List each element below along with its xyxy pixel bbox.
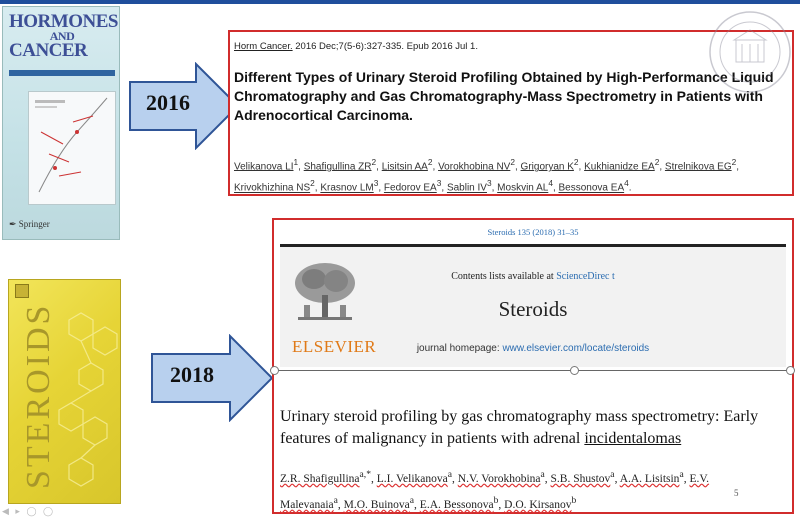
author-affiliation: 2 xyxy=(573,157,579,167)
author-name: M.O. Buinova xyxy=(343,498,410,511)
hormones-and-cancer-cover xyxy=(2,6,120,240)
homepage-link[interactable]: www.elsevier.com/locate/steroids xyxy=(502,343,650,354)
selection-line xyxy=(274,370,792,371)
cover-title-line1: HORMONES xyxy=(9,11,118,32)
author-affiliation: a,* xyxy=(359,469,371,480)
author-affiliation: 4 xyxy=(548,178,553,189)
author-affiliation: 3 xyxy=(436,178,442,189)
author-link[interactable]: Moskvin AL xyxy=(497,182,549,194)
author-affiliation: 2 xyxy=(371,157,377,167)
article-2016-citation: Horm Cancer. 2016 Dec;7(5-6):327-335. Epub 2016 Jul 1. xyxy=(234,41,478,52)
author-affiliation: 3 xyxy=(373,178,379,189)
author-affiliation: a xyxy=(679,469,684,480)
journal-link[interactable]: Horm Cancer. xyxy=(234,41,293,52)
elsevier-small-logo xyxy=(15,284,29,298)
author-affiliation: a xyxy=(333,494,338,506)
journal-header xyxy=(280,244,786,367)
author-name: L.I. Velikanova xyxy=(376,472,448,485)
steroids-cover xyxy=(8,279,121,504)
contents-line: Contents lists available at ScienceDirec t xyxy=(451,271,615,282)
author-name: D.O. Kirsanov xyxy=(504,498,572,511)
sciencedirect-link[interactable]: ScienceDirec t xyxy=(556,271,615,282)
author-affiliation: a xyxy=(409,494,415,506)
resize-handle-left[interactable] xyxy=(270,366,279,375)
author-name: A.A. Lisitsin xyxy=(619,472,680,485)
author-name: E.V. xyxy=(689,472,710,485)
author-link[interactable]: Velikanova LI xyxy=(234,161,294,173)
author-link[interactable]: Lisitsin AA xyxy=(381,161,428,173)
article-2018-authors: Z.R. Shafigullina$^{a,*}$, L.I. Velikanova$^a$, N.V. Vorokhobina$^a$, S.B. Shustov$^a$, A.A. Lisitsin$^a$, E.V. Malevanaia$^a$, M.O. Buinova$^a$, E.A. Bessonova$^b$, D.O. Kirsanov$^b$ xyxy=(280,469,710,511)
top-accent-bar xyxy=(0,0,800,4)
author-link[interactable]: Krasnov LM xyxy=(320,182,374,194)
author-link[interactable]: Shafigullina ZR xyxy=(303,161,372,173)
author-link[interactable]: Strelnikova EG xyxy=(664,161,732,173)
cover-footer-logo xyxy=(83,217,115,231)
cover-band xyxy=(9,70,115,76)
author-link[interactable]: Fedorov EA xyxy=(383,182,437,194)
author-name: S.B. Shustov xyxy=(550,472,611,485)
cover-title-line2: CANCER xyxy=(9,40,88,61)
author-name: N.V. Vorokhobina xyxy=(457,472,541,485)
author-affiliation: 3 xyxy=(486,178,492,189)
author-link[interactable]: Grigoryan K xyxy=(520,161,574,173)
journal-name: Steroids xyxy=(498,297,568,321)
university-seal-icon xyxy=(706,8,794,96)
author-affiliation: a xyxy=(540,469,545,480)
article-2018-title: Urinary steroid profiling by gas chromatography mass spectrometry: Early features of malignancy in patients with adrenal incidentalomas xyxy=(280,408,759,447)
journal-homepage: journal homepage: www.elsevier.com/locate/steroids xyxy=(416,343,650,354)
author-affiliation: 2 xyxy=(510,157,515,167)
author-affiliation: 2 xyxy=(654,157,660,167)
resize-handle-right[interactable] xyxy=(786,366,795,375)
cover-title-and: AND xyxy=(49,29,75,43)
author-affiliation: 1 xyxy=(293,157,299,167)
author-affiliation: 2 xyxy=(731,157,737,167)
steroids-cover-title: STEROIDS xyxy=(20,302,57,489)
author-affiliation: a xyxy=(447,469,453,480)
author-affiliation: b xyxy=(493,494,499,506)
author-affiliation: b xyxy=(571,494,577,506)
article-2018-box xyxy=(272,218,794,514)
resize-handle-middle[interactable] xyxy=(570,366,579,375)
cover-figure xyxy=(28,91,116,205)
author-affiliation: a xyxy=(610,469,615,480)
elsevier-logo: ELSEVIER xyxy=(292,337,377,356)
author-name: Malevanaia xyxy=(280,498,334,511)
author-name: E.A. Bessonova xyxy=(419,498,494,511)
author-affiliation: 2 xyxy=(427,157,433,167)
author-name: Z.R. Shafigullina xyxy=(280,472,360,485)
author-link[interactable]: Bessonova EA xyxy=(558,182,625,194)
slide-nav-icons[interactable]: ◀ ▸ ◯ ◯ xyxy=(2,506,56,516)
springer-logo: ✒ Springer xyxy=(9,219,50,229)
author-affiliation: 2 xyxy=(310,178,315,189)
page-number: 5 xyxy=(734,488,739,498)
year-2016-label: 2016 xyxy=(146,90,190,115)
cover-title xyxy=(9,11,118,61)
article-2016-authors: Velikanova $LI^1$, Shafigullina $ZR^2$, Lisitsin $AA^2$, Vorokhobina $NV^2$, Grigoryan $K^2$, Kukhianidze $EA^2$, Strelnikova $EG^2$, Krivokhizhina $NS^2$, Krasnov $LM^3$, Fedorov $EA^3$, Sablin $IV^3$, Moskvin $AL^4$, Bessonova $EA^4$. xyxy=(234,157,740,194)
article-2016-title: Different Types of Urinary Steroid Profiling Obtained by High-Performance Liquid Chromatography and Gas Chromatography-Mass Spectrometry in Patients with Adrenocortical Carcinoma. xyxy=(234,69,774,123)
author-link[interactable]: Vorokhobina NV xyxy=(438,161,511,173)
author-link[interactable]: Krivokhizhina NS xyxy=(234,182,311,194)
journal-reference: Steroids 135 (2018) 31–35 xyxy=(487,227,579,237)
author-link[interactable]: Kukhianidze EA xyxy=(584,161,655,173)
year-2018-label: 2018 xyxy=(170,362,214,387)
author-affiliation: 4 xyxy=(624,178,629,189)
author-link[interactable]: Sablin IV xyxy=(446,182,487,194)
